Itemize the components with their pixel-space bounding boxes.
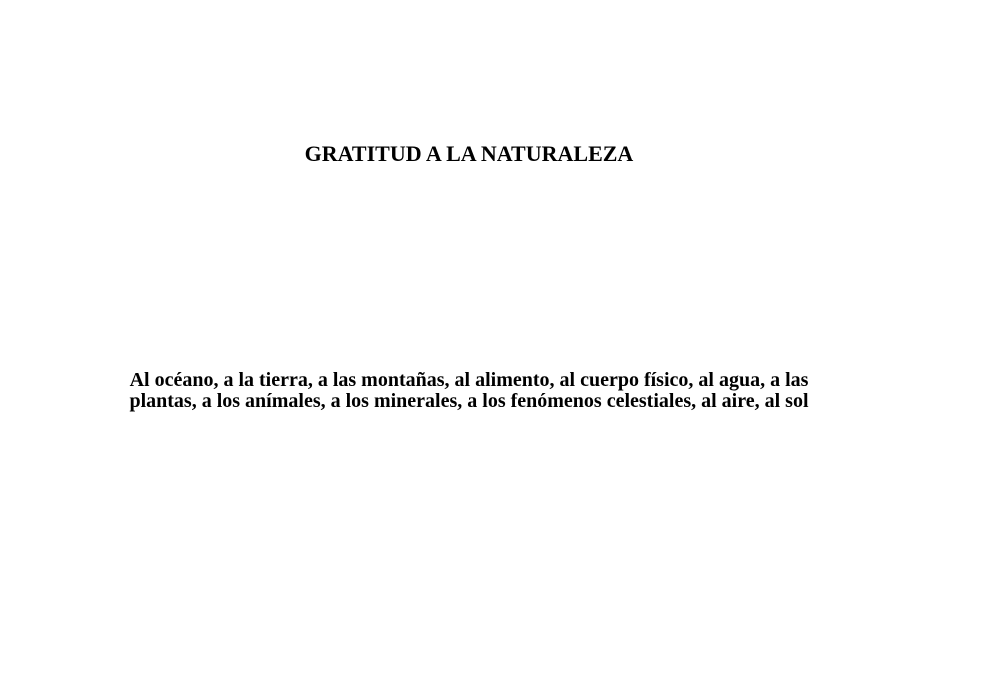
- document-title: GRATITUD A LA NATURALEZA: [304, 141, 634, 166]
- document-paragraph: Al océano, a la tierra, a las montañas, al alimento, al cuerpo físico, al agua, a las plantas, a los anímales, a los minerales, a los fenómenos celestiales, al aire, al sol: [129, 369, 809, 412]
